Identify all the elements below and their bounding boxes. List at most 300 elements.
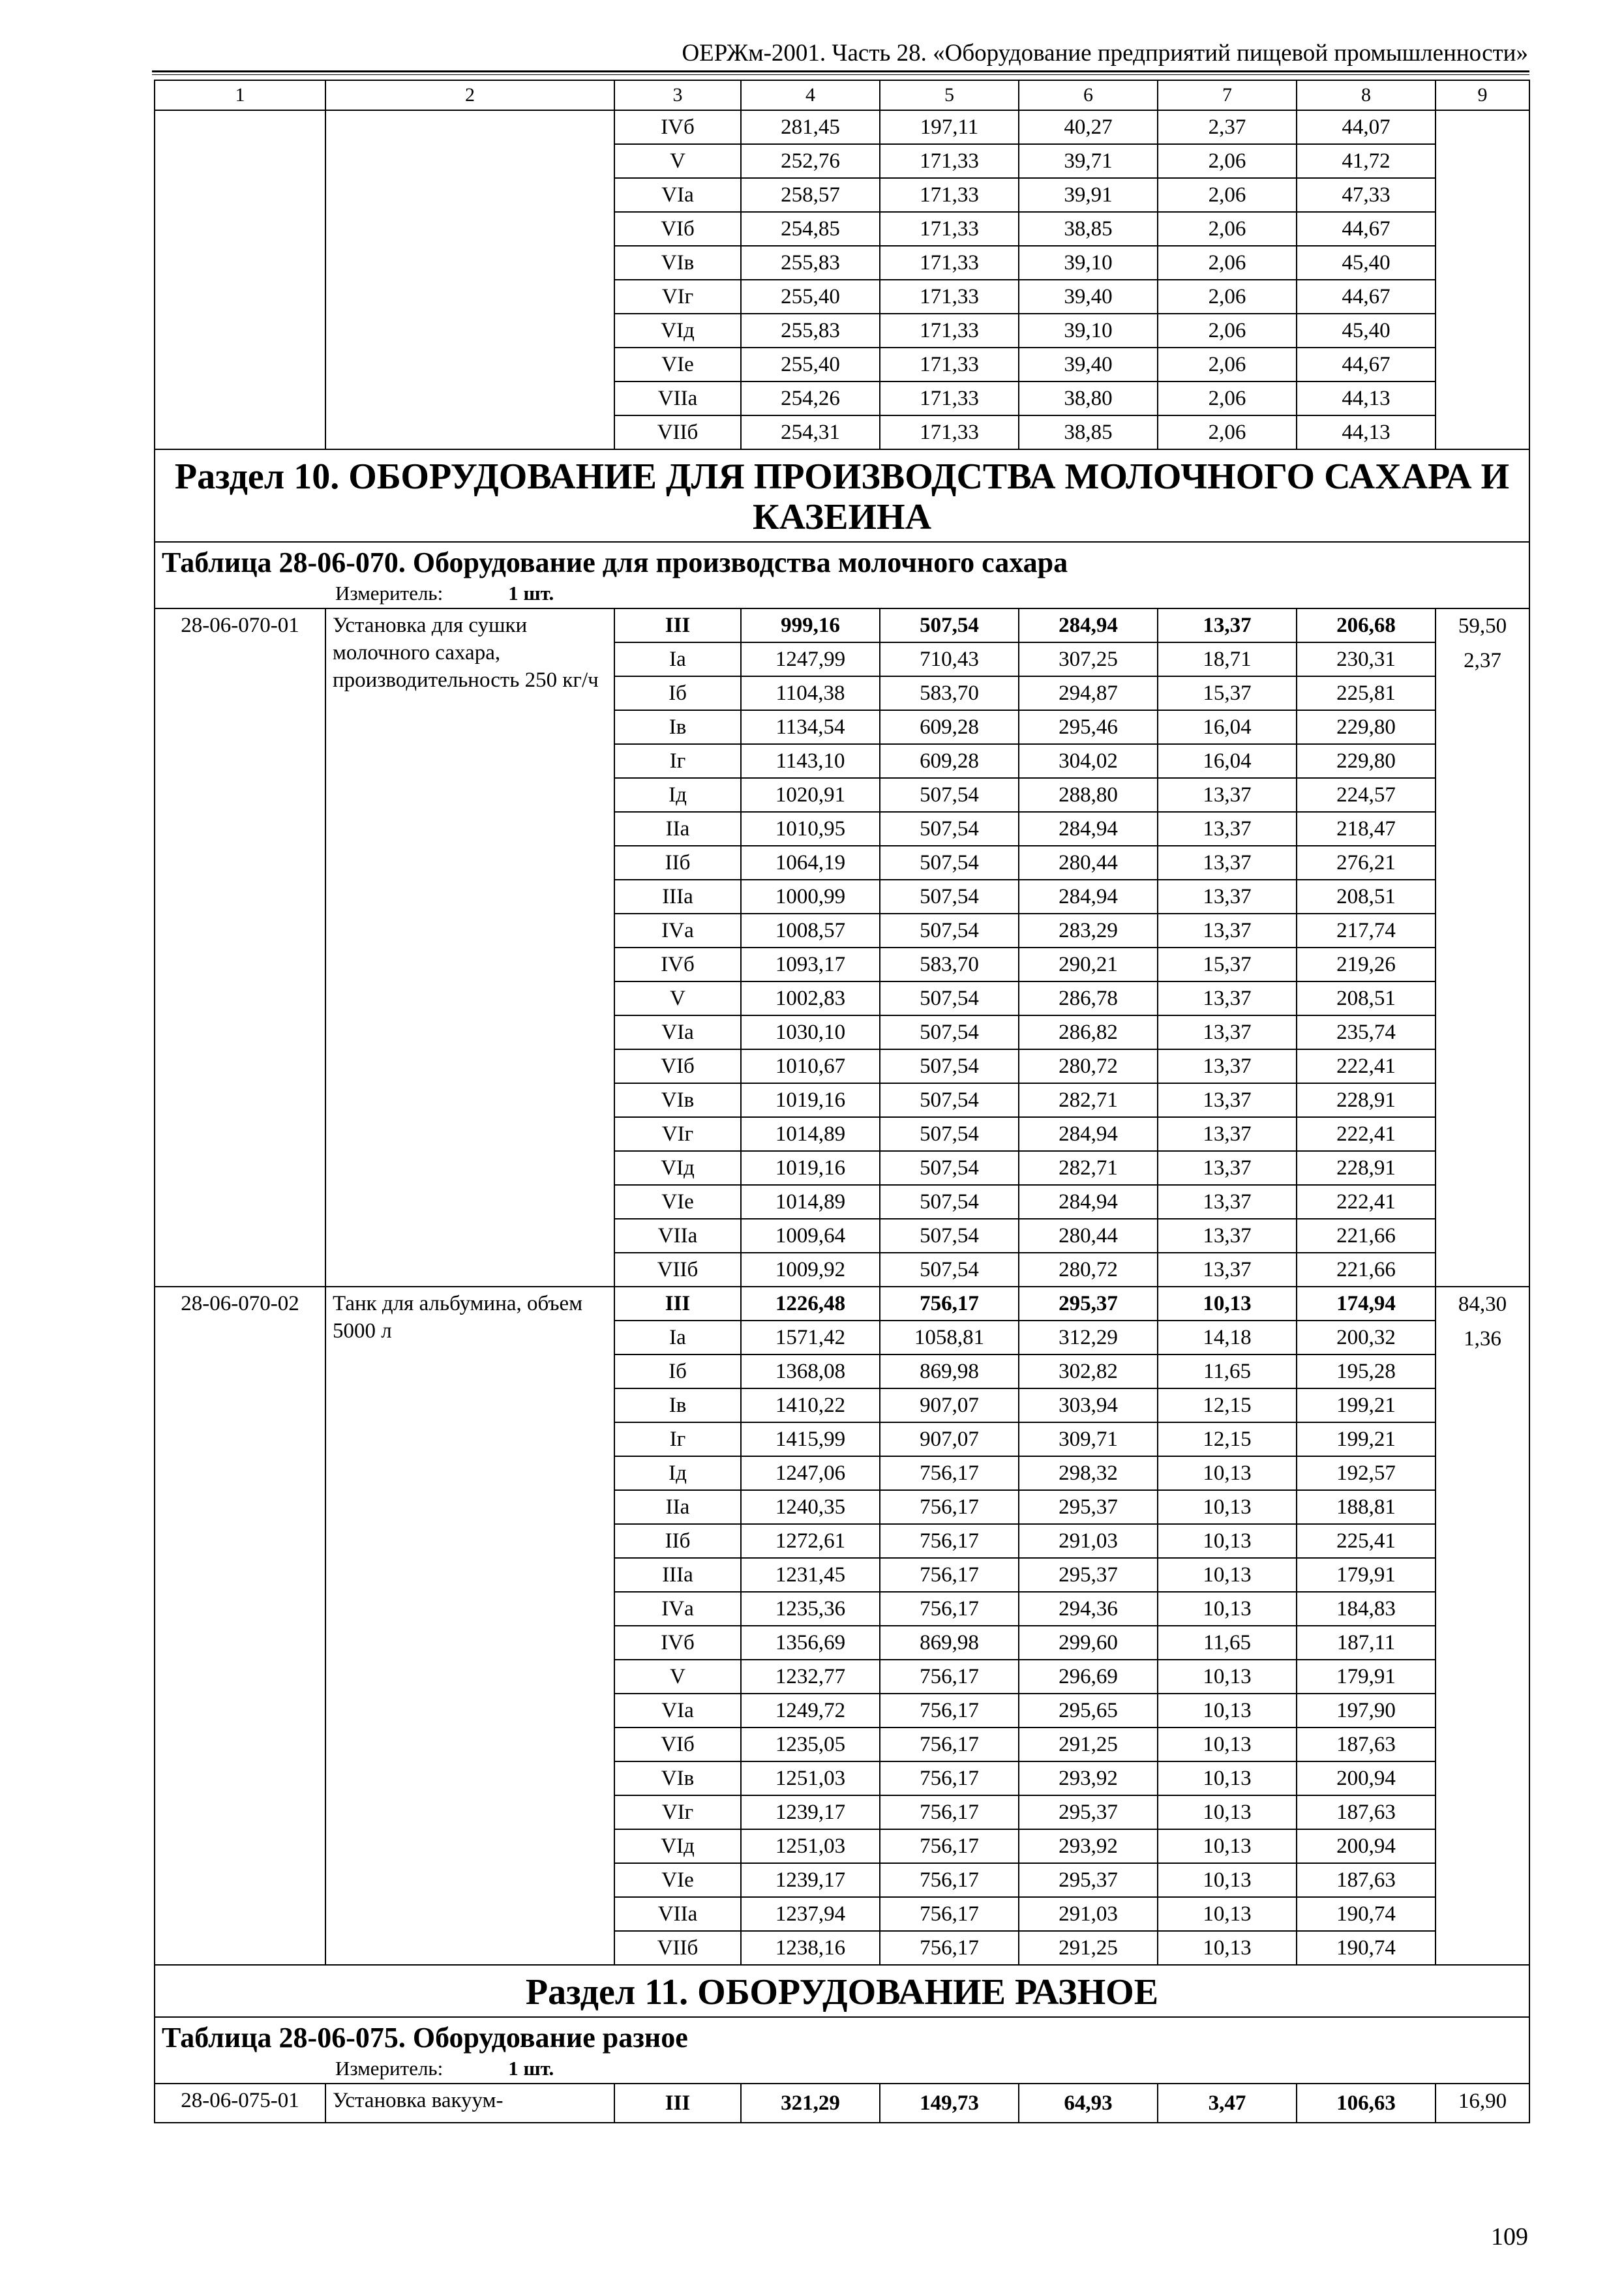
- value-cell: 254,31: [741, 415, 880, 449]
- value-cell: 295,65: [1019, 1694, 1158, 1728]
- measure-value: 1 шт.: [508, 582, 554, 605]
- value-cell: 295,37: [1019, 1863, 1158, 1897]
- value-cell: 222,41: [1297, 1049, 1436, 1083]
- rate-code: 28-06-070-01: [155, 608, 325, 1287]
- value-cell: 255,40: [741, 348, 880, 382]
- value-cell: 39,71: [1019, 144, 1158, 178]
- value-cell: 39,40: [1019, 280, 1158, 314]
- value-cell: 293,92: [1019, 1761, 1158, 1795]
- value-cell: 38,85: [1019, 415, 1158, 449]
- value-cell: 294,87: [1019, 676, 1158, 710]
- value-cell: 756,17: [880, 1558, 1019, 1592]
- value-cell: 1020,91: [741, 778, 880, 812]
- value-cell: 2,06: [1158, 382, 1297, 415]
- value-cell: 44,13: [1297, 415, 1436, 449]
- value-cell: 2,06: [1158, 314, 1297, 348]
- value-cell: 10,13: [1158, 1829, 1297, 1863]
- value-cell: 1064,19: [741, 846, 880, 880]
- value-cell: 756,17: [880, 1728, 1019, 1761]
- value-cell: 225,41: [1297, 1524, 1436, 1558]
- value-cell: 229,80: [1297, 710, 1436, 744]
- zone-cell: VIIа: [614, 1897, 741, 1931]
- zone-cell: Iг: [614, 1422, 741, 1456]
- value-cell: 507,54: [880, 981, 1019, 1015]
- value-cell: 10,13: [1158, 1660, 1297, 1694]
- zone-cell: VIв: [614, 246, 741, 280]
- value-cell: 756,17: [880, 1829, 1019, 1863]
- zone-cell: VIв: [614, 1083, 741, 1117]
- page-number: 109: [1491, 2223, 1528, 2251]
- zone-cell: V: [614, 1660, 741, 1694]
- value-cell: 1235,05: [741, 1728, 880, 1761]
- value-cell: 756,17: [880, 1795, 1019, 1829]
- value-cell: 44,07: [1297, 110, 1436, 144]
- value-cell: 869,98: [880, 1626, 1019, 1660]
- column-number: 7: [1158, 80, 1297, 110]
- value-cell: 756,17: [880, 1863, 1019, 1897]
- measure-label: Измеритель:: [335, 2057, 444, 2080]
- value-cell: 13,37: [1158, 1219, 1297, 1253]
- value-cell: 10,13: [1158, 1694, 1297, 1728]
- value-cell: 1272,61: [741, 1524, 880, 1558]
- col9-value: 84,30: [1458, 1293, 1507, 1316]
- value-cell: 507,54: [880, 880, 1019, 914]
- value-cell: 507,54: [880, 914, 1019, 948]
- value-cell: 149,73: [880, 2084, 1019, 2123]
- value-cell: 756,17: [880, 1456, 1019, 1490]
- table-caption-row: [155, 542, 1529, 608]
- zone-cell: VIа: [614, 178, 741, 212]
- value-cell: 40,27: [1019, 110, 1158, 144]
- value-cell: 2,06: [1158, 280, 1297, 314]
- description-cell: [325, 110, 614, 449]
- table-row: [155, 608, 1529, 642]
- value-cell: 1240,35: [741, 1490, 880, 1524]
- zone-cell: Iд: [614, 778, 741, 812]
- value-cell: 284,94: [1019, 812, 1158, 846]
- value-cell: 230,31: [1297, 642, 1436, 676]
- value-cell: 11,65: [1158, 1354, 1297, 1388]
- value-cell: 507,54: [880, 1185, 1019, 1219]
- value-cell: 1010,67: [741, 1049, 880, 1083]
- value-cell: 276,21: [1297, 846, 1436, 880]
- value-cell: 195,28: [1297, 1354, 1436, 1388]
- value-cell: 321,29: [741, 2084, 880, 2123]
- measure-value: 1 шт.: [508, 2057, 554, 2080]
- value-cell: 179,91: [1297, 1558, 1436, 1592]
- value-cell: 221,66: [1297, 1219, 1436, 1253]
- value-cell: 39,10: [1019, 314, 1158, 348]
- value-cell: 190,74: [1297, 1897, 1436, 1931]
- value-cell: 13,37: [1158, 778, 1297, 812]
- value-cell: 47,33: [1297, 178, 1436, 212]
- col9-value: 59,50: [1458, 614, 1507, 638]
- column-number: 6: [1019, 80, 1158, 110]
- value-cell: 309,71: [1019, 1422, 1158, 1456]
- value-cell: 13,37: [1158, 846, 1297, 880]
- value-cell: 293,92: [1019, 1829, 1158, 1863]
- value-cell: 1226,48: [741, 1287, 880, 1321]
- value-cell: 188,81: [1297, 1490, 1436, 1524]
- zone-cell: IIIа: [614, 880, 741, 914]
- value-cell: 507,54: [880, 1015, 1019, 1049]
- value-cell: 221,66: [1297, 1253, 1436, 1287]
- value-cell: 288,80: [1019, 778, 1158, 812]
- table-caption: [155, 542, 1529, 608]
- zone-cell: III: [614, 608, 741, 642]
- value-cell: 13,37: [1158, 1151, 1297, 1185]
- zone-cell: VIIа: [614, 1219, 741, 1253]
- column-number: 1: [155, 80, 325, 110]
- column-number: 2: [325, 80, 614, 110]
- value-cell: 710,43: [880, 642, 1019, 676]
- table-row: [155, 2084, 1529, 2123]
- value-cell: 282,71: [1019, 1151, 1158, 1185]
- measure-line: [162, 2054, 1522, 2083]
- value-cell: 258,57: [741, 178, 880, 212]
- value-cell: 294,36: [1019, 1592, 1158, 1626]
- value-cell: 179,91: [1297, 1660, 1436, 1694]
- value-cell: 44,13: [1297, 382, 1436, 415]
- rate-code: 28-06-070-02: [155, 1287, 325, 1965]
- value-cell: 1231,45: [741, 1558, 880, 1592]
- zone-cell: Iг: [614, 744, 741, 778]
- value-cell: 38,80: [1019, 382, 1158, 415]
- value-cell: 756,17: [880, 1897, 1019, 1931]
- value-cell: 1251,03: [741, 1829, 880, 1863]
- value-cell: 869,98: [880, 1354, 1019, 1388]
- zone-cell: VIг: [614, 1795, 741, 1829]
- zone-cell: VIе: [614, 1863, 741, 1897]
- value-cell: 64,93: [1019, 2084, 1158, 2123]
- zone-cell: Iа: [614, 642, 741, 676]
- value-cell: 255,83: [741, 314, 880, 348]
- zone-cell: IIа: [614, 812, 741, 846]
- zone-cell: Iб: [614, 1354, 741, 1388]
- value-cell: 609,28: [880, 744, 1019, 778]
- value-cell: 1030,10: [741, 1015, 880, 1049]
- value-cell: 281,45: [741, 110, 880, 144]
- value-cell: 10,13: [1158, 1490, 1297, 1524]
- value-cell: 200,94: [1297, 1829, 1436, 1863]
- zone-cell: VIд: [614, 1151, 741, 1185]
- zone-cell: VIIб: [614, 415, 741, 449]
- zone-cell: VIб: [614, 212, 741, 246]
- value-cell: 13,37: [1158, 812, 1297, 846]
- value-cell: 583,70: [880, 676, 1019, 710]
- value-cell: 284,94: [1019, 608, 1158, 642]
- zone-cell: Iв: [614, 1388, 741, 1422]
- value-cell: 295,37: [1019, 1287, 1158, 1321]
- section-title: Раздел 11. ОБОРУДОВАНИЕ РАЗНОЕ: [155, 1965, 1529, 2017]
- value-cell: 45,40: [1297, 314, 1436, 348]
- zone-cell: VIа: [614, 1015, 741, 1049]
- rate-description: Танк для альбумина, объем 5000 л: [325, 1287, 614, 1965]
- value-cell: 208,51: [1297, 880, 1436, 914]
- value-cell: 1247,06: [741, 1456, 880, 1490]
- measure-line: [162, 579, 1522, 608]
- value-cell: 282,71: [1019, 1083, 1158, 1117]
- value-cell: 39,10: [1019, 246, 1158, 280]
- value-cell: 280,72: [1019, 1253, 1158, 1287]
- value-cell: 187,63: [1297, 1795, 1436, 1829]
- value-cell: 10,13: [1158, 1456, 1297, 1490]
- value-cell: 254,26: [741, 382, 880, 415]
- value-cell: 15,37: [1158, 676, 1297, 710]
- value-cell: 171,33: [880, 144, 1019, 178]
- value-cell: 13,37: [1158, 914, 1297, 948]
- zone-cell: III: [614, 1287, 741, 1321]
- value-cell: 187,63: [1297, 1728, 1436, 1761]
- value-cell: 1251,03: [741, 1761, 880, 1795]
- value-cell: 286,78: [1019, 981, 1158, 1015]
- value-cell: 171,33: [880, 314, 1019, 348]
- value-cell: 1235,36: [741, 1592, 880, 1626]
- value-cell: 13,37: [1158, 1015, 1297, 1049]
- value-cell: 219,26: [1297, 948, 1436, 981]
- column-number: 8: [1297, 80, 1436, 110]
- value-cell: 1002,83: [741, 981, 880, 1015]
- value-cell: 10,13: [1158, 1931, 1297, 1965]
- zone-cell: IIб: [614, 1524, 741, 1558]
- value-cell: 18,71: [1158, 642, 1297, 676]
- col9-cell: [1436, 608, 1529, 1287]
- value-cell: 13,37: [1158, 1253, 1297, 1287]
- value-cell: 1058,81: [880, 1321, 1019, 1354]
- value-cell: 1239,17: [741, 1795, 880, 1829]
- value-cell: 507,54: [880, 1117, 1019, 1151]
- value-cell: 507,54: [880, 1253, 1019, 1287]
- value-cell: 304,02: [1019, 744, 1158, 778]
- value-cell: 1237,94: [741, 1897, 880, 1931]
- value-cell: 16,04: [1158, 710, 1297, 744]
- zone-cell: VIг: [614, 280, 741, 314]
- value-cell: 1000,99: [741, 880, 880, 914]
- value-cell: 228,91: [1297, 1151, 1436, 1185]
- value-cell: 10,13: [1158, 1897, 1297, 1931]
- section-title: Раздел 10. ОБОРУДОВАНИЕ ДЛЯ ПРОИЗВОДСТВА МОЛОЧНОГО САХАРА И КАЗЕИНА: [155, 449, 1529, 542]
- column-number: 9: [1436, 80, 1529, 110]
- value-cell: 14,18: [1158, 1321, 1297, 1354]
- value-cell: 1014,89: [741, 1185, 880, 1219]
- value-cell: 254,85: [741, 212, 880, 246]
- value-cell: 255,40: [741, 280, 880, 314]
- value-cell: 280,44: [1019, 1219, 1158, 1253]
- value-cell: 1368,08: [741, 1354, 880, 1388]
- col9-cell: [1436, 1287, 1529, 1965]
- section-row: [155, 449, 1529, 542]
- value-cell: 609,28: [880, 710, 1019, 744]
- zone-cell: IVа: [614, 914, 741, 948]
- value-cell: 12,15: [1158, 1388, 1297, 1422]
- value-cell: 10,13: [1158, 1592, 1297, 1626]
- value-cell: 39,91: [1019, 178, 1158, 212]
- value-cell: 284,94: [1019, 1117, 1158, 1151]
- zone-cell: VIв: [614, 1761, 741, 1795]
- value-cell: 39,40: [1019, 348, 1158, 382]
- table-row: [155, 110, 1529, 144]
- value-cell: 218,47: [1297, 812, 1436, 846]
- value-cell: 10,13: [1158, 1863, 1297, 1897]
- value-cell: 3,47: [1158, 2084, 1297, 2123]
- value-cell: 16,04: [1158, 744, 1297, 778]
- zone-cell: IIа: [614, 1490, 741, 1524]
- value-cell: 235,74: [1297, 1015, 1436, 1049]
- value-cell: 13,37: [1158, 981, 1297, 1015]
- value-cell: 199,21: [1297, 1422, 1436, 1456]
- zone-cell: VIIа: [614, 382, 741, 415]
- table-caption-row: [155, 2017, 1529, 2084]
- value-cell: 756,17: [880, 1490, 1019, 1524]
- column-number: 3: [614, 80, 741, 110]
- value-cell: 295,37: [1019, 1558, 1158, 1592]
- value-cell: 284,94: [1019, 1185, 1158, 1219]
- value-cell: 171,33: [880, 178, 1019, 212]
- value-cell: 299,60: [1019, 1626, 1158, 1660]
- value-cell: 206,68: [1297, 608, 1436, 642]
- zone-cell: IVб: [614, 1626, 741, 1660]
- value-cell: 291,03: [1019, 1524, 1158, 1558]
- value-cell: 756,17: [880, 1761, 1019, 1795]
- value-cell: 302,82: [1019, 1354, 1158, 1388]
- zone-cell: Iб: [614, 676, 741, 710]
- zone-cell: Iв: [614, 710, 741, 744]
- zone-cell: IIб: [614, 846, 741, 880]
- zone-cell: Iд: [614, 1456, 741, 1490]
- code-cell: [155, 110, 325, 449]
- value-cell: 200,32: [1297, 1321, 1436, 1354]
- value-cell: 2,06: [1158, 212, 1297, 246]
- value-cell: 255,83: [741, 246, 880, 280]
- value-cell: 507,54: [880, 1083, 1019, 1117]
- value-cell: 225,81: [1297, 676, 1436, 710]
- zone-cell: VIб: [614, 1049, 741, 1083]
- zone-cell: IIIа: [614, 1558, 741, 1592]
- rate-description: Установка вакуум-: [325, 2084, 614, 2123]
- value-cell: 171,33: [880, 280, 1019, 314]
- value-cell: 295,37: [1019, 1490, 1158, 1524]
- value-cell: 10,13: [1158, 1287, 1297, 1321]
- value-cell: 1232,77: [741, 1660, 880, 1694]
- value-cell: 291,25: [1019, 1728, 1158, 1761]
- rates-table: [154, 80, 1530, 2123]
- col9-value: 1,36: [1464, 1327, 1501, 1351]
- value-cell: 1009,92: [741, 1253, 880, 1287]
- table-title: Таблица 28-06-070. Оборудование для производства молочного сахара: [162, 546, 1068, 578]
- value-cell: 1014,89: [741, 1117, 880, 1151]
- value-cell: 217,74: [1297, 914, 1436, 948]
- zone-cell: VIб: [614, 1728, 741, 1761]
- value-cell: 756,17: [880, 1931, 1019, 1965]
- value-cell: 2,37: [1158, 110, 1297, 144]
- value-cell: 507,54: [880, 778, 1019, 812]
- value-cell: 2,06: [1158, 144, 1297, 178]
- section-row: [155, 1965, 1529, 2017]
- value-cell: 507,54: [880, 1219, 1019, 1253]
- value-cell: 295,46: [1019, 710, 1158, 744]
- value-cell: 10,13: [1158, 1558, 1297, 1592]
- value-cell: 184,83: [1297, 1592, 1436, 1626]
- value-cell: 1143,10: [741, 744, 880, 778]
- zone-cell: VIе: [614, 348, 741, 382]
- value-cell: 106,63: [1297, 2084, 1436, 2123]
- value-cell: 2,06: [1158, 415, 1297, 449]
- value-cell: 1249,72: [741, 1694, 880, 1728]
- zone-cell: III: [614, 2084, 741, 2123]
- header-rule: [152, 70, 1529, 72]
- zone-cell: VIIб: [614, 1931, 741, 1965]
- value-cell: 312,29: [1019, 1321, 1158, 1354]
- page-header-title: ОЕРЖм-2001. Часть 28. «Оборудование предприятий пищевой промышленности»: [682, 40, 1528, 67]
- value-cell: 199,21: [1297, 1388, 1436, 1422]
- col9-value: 16,90: [1458, 2089, 1507, 2113]
- value-cell: 192,57: [1297, 1456, 1436, 1490]
- value-cell: 187,11: [1297, 1626, 1436, 1660]
- value-cell: 228,91: [1297, 1083, 1436, 1117]
- value-cell: 291,25: [1019, 1931, 1158, 1965]
- value-cell: 171,33: [880, 415, 1019, 449]
- zone-cell: Iа: [614, 1321, 741, 1354]
- value-cell: 1238,16: [741, 1931, 880, 1965]
- value-cell: 1009,64: [741, 1219, 880, 1253]
- value-cell: 286,82: [1019, 1015, 1158, 1049]
- value-cell: 1008,57: [741, 914, 880, 948]
- value-cell: 1571,42: [741, 1321, 880, 1354]
- value-cell: 208,51: [1297, 981, 1436, 1015]
- value-cell: 187,63: [1297, 1863, 1436, 1897]
- value-cell: 298,32: [1019, 1456, 1158, 1490]
- zone-cell: V: [614, 144, 741, 178]
- value-cell: 1019,16: [741, 1083, 880, 1117]
- value-cell: 171,33: [880, 212, 1019, 246]
- value-cell: 507,54: [880, 1049, 1019, 1083]
- value-cell: 507,54: [880, 846, 1019, 880]
- value-cell: 10,13: [1158, 1524, 1297, 1558]
- value-cell: 13,37: [1158, 1117, 1297, 1151]
- value-cell: 1134,54: [741, 710, 880, 744]
- header-rule-thin: [152, 74, 1529, 75]
- value-cell: 11,65: [1158, 1626, 1297, 1660]
- value-cell: 174,94: [1297, 1287, 1436, 1321]
- column-number: 5: [880, 80, 1019, 110]
- value-cell: 583,70: [880, 948, 1019, 981]
- table-row: [155, 1287, 1529, 1321]
- zone-cell: VIд: [614, 1829, 741, 1863]
- value-cell: 1415,99: [741, 1422, 880, 1456]
- value-cell: 507,54: [880, 608, 1019, 642]
- value-cell: 280,72: [1019, 1049, 1158, 1083]
- value-cell: 190,74: [1297, 1931, 1436, 1965]
- value-cell: 44,67: [1297, 348, 1436, 382]
- value-cell: 13,37: [1158, 880, 1297, 914]
- value-cell: 291,03: [1019, 1897, 1158, 1931]
- zone-cell: VIд: [614, 314, 741, 348]
- value-cell: 45,40: [1297, 246, 1436, 280]
- value-cell: 507,54: [880, 812, 1019, 846]
- value-cell: 229,80: [1297, 744, 1436, 778]
- value-cell: 1019,16: [741, 1151, 880, 1185]
- value-cell: 2,06: [1158, 178, 1297, 212]
- value-cell: 222,41: [1297, 1117, 1436, 1151]
- value-cell: 44,67: [1297, 280, 1436, 314]
- value-cell: 10,13: [1158, 1728, 1297, 1761]
- value-cell: 507,54: [880, 1151, 1019, 1185]
- value-cell: 1104,38: [741, 676, 880, 710]
- value-cell: 171,33: [880, 382, 1019, 415]
- value-cell: 2,06: [1158, 246, 1297, 280]
- value-cell: 756,17: [880, 1287, 1019, 1321]
- value-cell: 756,17: [880, 1592, 1019, 1626]
